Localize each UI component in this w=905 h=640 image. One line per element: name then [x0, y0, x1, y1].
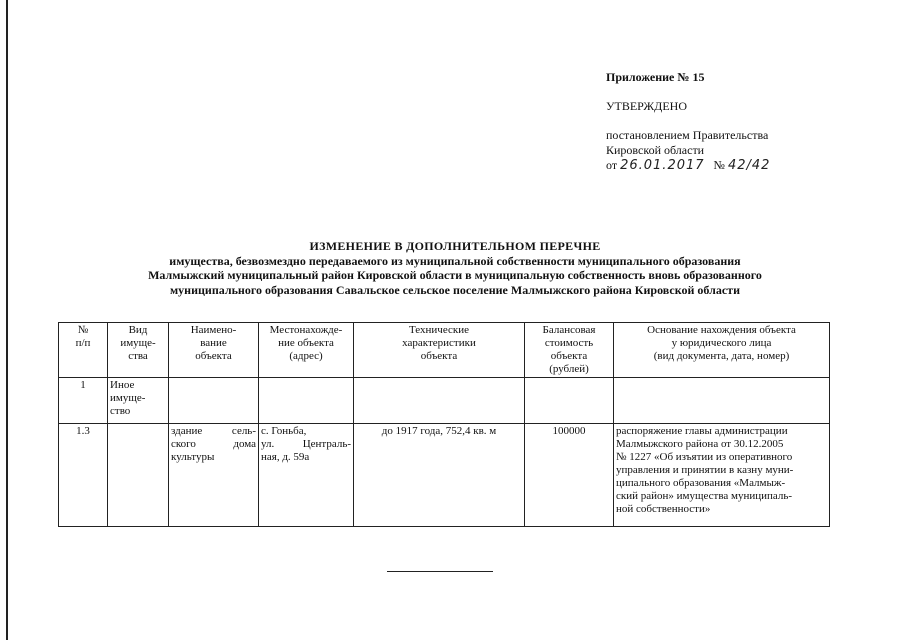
cell-text: здание сель- — [171, 425, 256, 437]
cell-text: ной собственности» — [616, 503, 711, 515]
header-text: стоимость — [544, 337, 594, 349]
header-address — [259, 323, 354, 378]
cell-text: Малмыжского района от 30.12.2005 — [616, 438, 784, 450]
approved-label: УТВЕРЖДЕНО — [606, 99, 688, 113]
cell-text: ского дома — [171, 438, 256, 450]
cell-tech: до 1917 года, 752,4 кв. м — [354, 424, 525, 527]
cell-text: имуще- — [110, 392, 146, 404]
cell-basis — [614, 424, 830, 527]
cell-text: распоряжение главы администрации — [616, 425, 788, 437]
header-text: № — [77, 324, 89, 336]
header-cost — [525, 323, 614, 378]
table-row — [59, 378, 830, 424]
title-line-1: имущества, безвозмездно передаваемого из муниципальной собственности муниципального образования — [169, 253, 741, 268]
header-text: Наимено- — [190, 324, 237, 336]
header-text: Технические — [409, 324, 469, 336]
handwritten-number: 42/42 — [727, 158, 771, 173]
header-text: Балансовая — [542, 324, 596, 336]
closing-rule — [387, 571, 493, 572]
title-line-2: Малмыжский муниципальный район Кировской области в муниципальную собственность вновь образованного — [148, 268, 762, 282]
approval-block — [606, 70, 770, 173]
cell-basis — [614, 378, 830, 424]
header-tech — [354, 323, 525, 378]
cell-text: ная, д. 59а — [261, 451, 310, 463]
table-row — [59, 424, 830, 527]
cell-text: Иное — [110, 379, 135, 391]
header-text: вание — [200, 337, 227, 349]
header-text: объекта — [420, 350, 458, 362]
header-text: характеристики — [402, 337, 476, 349]
cell-type — [108, 424, 169, 527]
title-heading: ИЗМЕНЕНИЕ В ДОПОЛНИТЕЛЬНОМ ПЕРЕЧНЕ — [309, 239, 601, 253]
header-text: имуще- — [120, 337, 156, 349]
cell-address — [259, 378, 354, 424]
cell-text: ул. Централь- — [261, 438, 351, 450]
cell-text: ство — [110, 405, 131, 417]
header-text: у юридического лица — [671, 337, 772, 349]
header-text: (вид документа, дата, номер) — [653, 350, 790, 362]
cell-type — [108, 378, 169, 424]
cell-cost — [525, 378, 614, 424]
header-text: ства — [128, 350, 148, 362]
header-text: (адрес) — [289, 350, 323, 362]
title-line-3: муниципального образования Савальское сельское поселение Малмыжского района Кировской области — [170, 282, 740, 297]
header-text: объекта — [550, 350, 588, 362]
handwritten-date: 26.01.2017 — [620, 158, 705, 173]
cell-name — [169, 378, 259, 424]
header-text: объекта — [195, 350, 232, 362]
header-text: (рублей) — [549, 363, 589, 375]
header-text: ние объекта — [278, 337, 334, 349]
table-header-row — [59, 323, 830, 378]
date-prefix: от — [606, 158, 618, 172]
header-text: Основание нахождения объекта — [647, 324, 796, 336]
cell-address — [259, 424, 354, 527]
document-title — [60, 239, 850, 297]
order-line-1: постановлением Правительства — [606, 128, 769, 142]
appendix-label: Приложение № 15 — [606, 70, 705, 84]
cell-cost: 100000 — [525, 424, 614, 527]
header-text: Местонахожде- — [269, 324, 343, 336]
header-basis — [614, 323, 830, 378]
header-text: Вид — [128, 324, 148, 336]
cell-tech — [354, 378, 525, 424]
header-name — [169, 323, 259, 378]
property-table — [58, 322, 830, 527]
header-number — [59, 323, 108, 378]
header-type — [108, 323, 169, 378]
cell-text: с. Гоньба, — [261, 425, 307, 437]
cell-text: культуры — [171, 451, 215, 463]
cell-text: ципального образования «Малмыж- — [616, 477, 786, 489]
cell-text: ский район» имущества муниципаль- — [616, 490, 793, 502]
header-text: п/п — [75, 337, 91, 349]
cell-number: 1 — [59, 378, 108, 424]
number-prefix: № — [713, 158, 725, 172]
cell-number: 1.3 — [59, 424, 108, 527]
cell-name — [169, 424, 259, 527]
order-date-line — [606, 158, 770, 173]
cell-text: № 1227 «Об изъятии из оперативного — [616, 451, 793, 463]
order-line-2: Кировской области — [606, 143, 705, 157]
cell-text: управления и принятии в казну муни- — [616, 464, 794, 476]
scan-left-edge — [6, 0, 8, 640]
